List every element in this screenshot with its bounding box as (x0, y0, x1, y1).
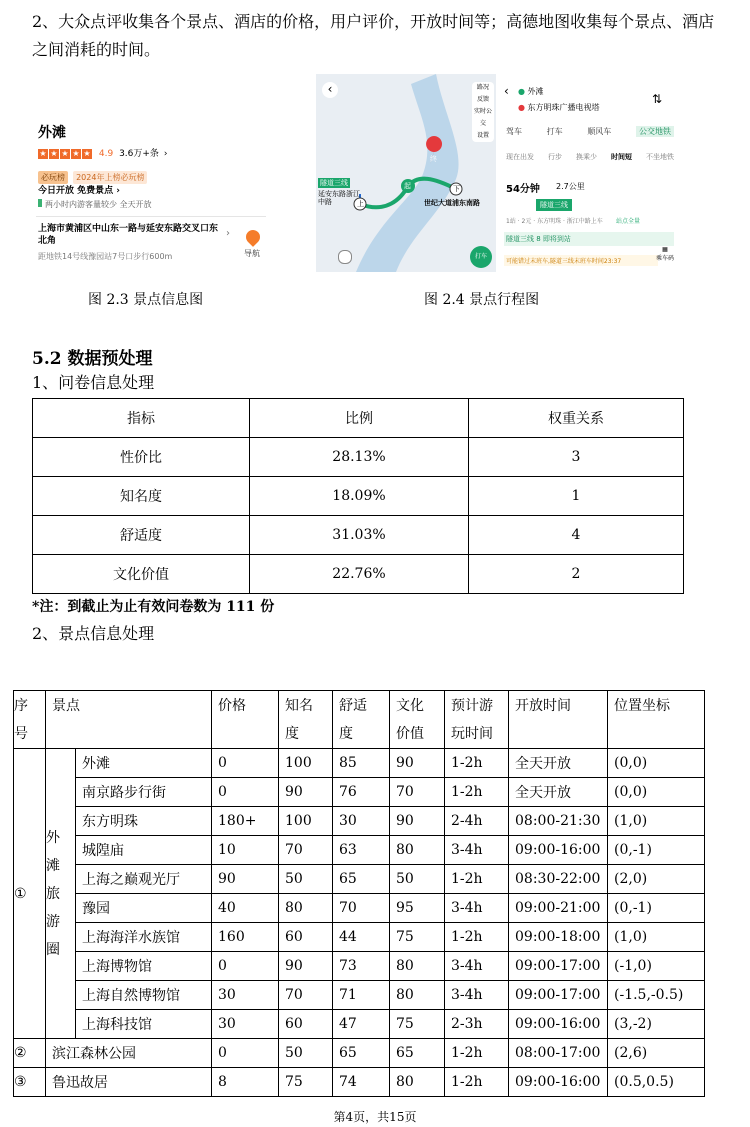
location-icon[interactable] (338, 250, 352, 264)
table-row (14, 749, 705, 778)
table-cell: 76 (333, 778, 390, 807)
table-cell: 09:00-16:00 (509, 1010, 608, 1039)
table-cell: 东方明珠 (76, 807, 212, 836)
survey-table (32, 398, 684, 594)
table-cell: 100 (279, 749, 333, 778)
table-cell: 全天开放 (509, 778, 608, 807)
station-label: 延安东路浙江中路 (318, 190, 360, 206)
table-cell: 09:00-18:00 (509, 923, 608, 952)
table-cell: 0 (212, 778, 279, 807)
filter-shortest[interactable]: 时间短 (611, 153, 632, 161)
table-cell: 80 (279, 894, 333, 923)
table-cell: 90 (279, 778, 333, 807)
star-icon: ★ (83, 149, 91, 158)
table-cell: 160 (212, 923, 279, 952)
table-cell: (-1.5,-0.5) (608, 981, 705, 1010)
table-cell: 73 (333, 952, 390, 981)
taxi-button[interactable]: 打车 (470, 246, 492, 268)
tab-drive[interactable]: 驾车 (506, 127, 522, 136)
table-cell: (-1,0) (608, 952, 705, 981)
table-cell: 鲁迅故居 (46, 1068, 212, 1097)
table-cell: 85 (333, 749, 390, 778)
table-cell: 知名度 (33, 477, 250, 516)
table-header-row (33, 399, 684, 438)
table-cell: 0 (212, 952, 279, 981)
table-row (14, 981, 705, 1010)
table-cell: 70 (333, 894, 390, 923)
header-seq: 序 号 (14, 691, 46, 749)
table-row (14, 1039, 705, 1068)
spot-name: 外滩 (38, 125, 66, 141)
page-footer: 第4页，共15页 (333, 1110, 417, 1124)
settings-button[interactable]: 设置 (476, 132, 489, 139)
table-cell: 2-3h (445, 1010, 509, 1039)
crowd-icon (38, 199, 42, 207)
table-cell: 0 (212, 749, 279, 778)
table-row (14, 807, 705, 836)
map-side-toolbar (472, 82, 494, 142)
rating-row (38, 146, 167, 159)
table-cell: 2 (469, 555, 684, 594)
route-line-badge: 隧道三线 (536, 199, 572, 211)
table-cell: 18.09% (250, 477, 469, 516)
table-cell: 60 (279, 1010, 333, 1039)
star-icon: ★ (61, 149, 69, 158)
destination-field[interactable]: ● 东方明珠广播电视塔 (518, 103, 600, 112)
table-cell: 4 (469, 516, 684, 555)
table-cell: 0 (212, 1039, 279, 1068)
feedback-button[interactable]: 反馈 (476, 96, 489, 103)
board-label: 上 (357, 200, 364, 208)
table-cell: 75 (390, 1010, 445, 1039)
table-cell: 性价比 (33, 438, 250, 477)
table-row (14, 865, 705, 894)
realtime-bus-button[interactable]: 实时公交 (473, 108, 492, 127)
table-row (33, 555, 684, 594)
group-name: 外 滩 旅 游 圈 (46, 749, 76, 1039)
header-culture: 文化 价值 (390, 691, 445, 749)
mode-tabs (506, 126, 674, 137)
header-indicator: 指标 (33, 399, 250, 438)
walk-distance: 2.7公里 (556, 182, 585, 191)
figure-2-4-caption: 图 2.4 景点行程图 (424, 292, 540, 308)
route-detail: 1站 · 2元 · 东方明珠 · 浙江中路上车 (506, 218, 603, 225)
table-cell: (0,0) (608, 749, 705, 778)
nav-label[interactable]: 导航 (244, 249, 260, 258)
table-cell: 上海科技馆 (76, 1010, 212, 1039)
river-shape (356, 74, 459, 272)
header-position: 位置坐标 (608, 691, 705, 749)
table-cell: 09:00-21:00 (509, 894, 608, 923)
table-row (14, 836, 705, 865)
star-icon: ★ (50, 149, 58, 158)
table-cell: 外滩 (76, 749, 212, 778)
map-canvas (316, 74, 496, 272)
table-row (33, 477, 684, 516)
table-cell: 舒适度 (33, 516, 250, 555)
table-cell: 50 (279, 1039, 333, 1068)
table-cell: 70 (390, 778, 445, 807)
table-cell: 豫园 (76, 894, 212, 923)
table-cell: 3-4h (445, 836, 509, 865)
table-cell: 30 (212, 981, 279, 1010)
filter-walk[interactable]: 行步 (548, 153, 562, 161)
start-label: 起 (404, 182, 411, 190)
header-ratio: 比例 (250, 399, 469, 438)
last-bus-warning: 可能错过末班车,隧道三线末班车时间23:37 (504, 255, 658, 266)
table-row (33, 516, 684, 555)
table-cell: 28.13% (250, 438, 469, 477)
table-cell: (0,-1) (608, 836, 705, 865)
table-cell: ② (14, 1039, 46, 1068)
table-cell: 1-2h (445, 749, 509, 778)
table-cell: 1-2h (445, 1039, 509, 1068)
table-cell: (0.5,0.5) (608, 1068, 705, 1097)
table-cell: 3 (469, 438, 684, 477)
table-cell: 滨江森林公园 (46, 1039, 212, 1068)
address: 上海市黄浦区中山东一路与延安东路交叉口东北角 (38, 224, 219, 246)
table-cell: 08:30-22:00 (509, 865, 608, 894)
table-cell: 3-4h (445, 894, 509, 923)
star-icon: ★ (39, 149, 47, 158)
table-cell: 09:00-17:00 (509, 981, 608, 1010)
table-cell: 95 (390, 894, 445, 923)
table-cell: 70 (279, 836, 333, 865)
figure-2-4-route-panel (500, 74, 678, 272)
table-cell: 65 (390, 1039, 445, 1068)
table-cell: 50 (390, 865, 445, 894)
chevron-right-icon: › (163, 149, 168, 159)
table-cell: 74 (333, 1068, 390, 1097)
table-cell: 31.03% (250, 516, 469, 555)
crowd-info: 两小时内游客量较少 全天开放 (38, 199, 152, 210)
table-header-row (14, 691, 705, 749)
table-cell: 40 (212, 894, 279, 923)
tab-carpool[interactable]: 顺风车 (587, 127, 612, 136)
table-cell: 08:00-17:00 (509, 1039, 608, 1068)
tab-transit[interactable]: 公交地铁 (636, 126, 674, 137)
route-status: 站点全量 (616, 218, 641, 225)
end-label: 终 (430, 155, 437, 163)
table-cell: 63 (333, 836, 390, 865)
table-cell: 1-2h (445, 1068, 509, 1097)
filter-depart[interactable]: 现在出发 (506, 153, 534, 161)
intro-paragraph: 2、大众点评收集各个景点、酒店的价格，用户评价，开放时间等；高德地图收集每个景点、酒店之间消耗的时间。 (32, 12, 715, 59)
table-cell: 90 (279, 952, 333, 981)
table-cell: 90 (390, 807, 445, 836)
table-row (14, 894, 705, 923)
table-cell: 65 (333, 865, 390, 894)
star-icon: ★ (72, 149, 80, 158)
figure-2-3-image (30, 120, 270, 270)
table-row (14, 1068, 705, 1097)
review-count: 3.6万+条 (119, 149, 159, 159)
subsection-survey: 1、问卷信息处理 (32, 373, 155, 392)
table-cell: (1,0) (608, 807, 705, 836)
header-spot: 景点 (46, 691, 212, 749)
table-row (14, 923, 705, 952)
table-cell: (2,6) (608, 1039, 705, 1068)
distance: 距地铁14号线豫园站7号口步行600m (38, 252, 173, 261)
ride-code-button[interactable]: ▦ 乘车码 (656, 246, 675, 262)
filter-no-metro[interactable]: 不坐地铁 (646, 153, 674, 161)
table-cell: 1 (469, 477, 684, 516)
table-row (14, 952, 705, 981)
badge-text: 2024年上榜必玩榜 (73, 171, 147, 184)
header-duration: 预计游 玩时间 (445, 691, 509, 749)
table-cell: 上海海洋水族馆 (76, 923, 212, 952)
group-seq: ① (14, 749, 46, 1039)
spot-table (13, 690, 705, 1097)
table-cell: 22.76% (250, 555, 469, 594)
table-cell: 上海博物馆 (76, 952, 212, 981)
table-cell: 80 (390, 952, 445, 981)
table-cell: (1,0) (608, 923, 705, 952)
table-cell: 71 (333, 981, 390, 1010)
badge-logo: 必玩榜 (38, 171, 68, 184)
table-cell: 1-2h (445, 778, 509, 807)
table-row (33, 438, 684, 477)
table-cell: 上海自然博物馆 (76, 981, 212, 1010)
table-cell: 50 (279, 865, 333, 894)
table-cell: 90 (212, 865, 279, 894)
table-cell: 180+ (212, 807, 279, 836)
survey-note: *注：到截止为止有效问卷数为 111 份 (32, 599, 275, 615)
table-cell: 3-4h (445, 981, 509, 1010)
table-cell: 80 (390, 981, 445, 1010)
open-today: 今日开放 免费景点 › (38, 186, 120, 196)
station-label: 世纪大道浦东南路 (424, 199, 480, 207)
table-cell: 全天开放 (509, 749, 608, 778)
table-cell: 70 (279, 981, 333, 1010)
table-cell: 08:00-21:30 (509, 807, 608, 836)
subsection-spots: 2、景点信息处理 (32, 624, 155, 643)
table-cell: (0,-1) (608, 894, 705, 923)
rating-value: 4.9 (98, 149, 114, 159)
ranking-badge (38, 165, 147, 184)
figure-2-3-caption: 图 2.3 景点信息图 (88, 292, 204, 308)
arrival-info: 隧道三线 8 即将到站 (504, 232, 674, 246)
table-cell: 47 (333, 1010, 390, 1039)
header-comfort: 舒适 度 (333, 691, 390, 749)
swap-icon[interactable]: ⇅ (652, 92, 663, 106)
filter-bar (506, 152, 674, 162)
table-row (14, 1010, 705, 1039)
table-cell: ③ (14, 1068, 46, 1097)
table-cell: 09:00-16:00 (509, 836, 608, 865)
navigation-icon[interactable] (243, 227, 263, 247)
table-cell: 44 (333, 923, 390, 952)
table-cell: 1-2h (445, 923, 509, 952)
table-cell: 30 (212, 1010, 279, 1039)
table-cell: (2,0) (608, 865, 705, 894)
table-cell: (0,0) (608, 778, 705, 807)
table-cell: 65 (333, 1039, 390, 1068)
table-cell: 75 (279, 1068, 333, 1097)
figure-2-4-map (316, 74, 496, 272)
table-cell: 75 (390, 923, 445, 952)
table-cell: 3-4h (445, 952, 509, 981)
header-price: 价格 (212, 691, 279, 749)
table-cell: 60 (279, 923, 333, 952)
table-cell: 2-4h (445, 807, 509, 836)
back-icon[interactable]: ‹ (322, 82, 338, 98)
table-cell: (3,-2) (608, 1010, 705, 1039)
table-cell: 8 (212, 1068, 279, 1097)
table-cell: 10 (212, 836, 279, 865)
table-cell: 1-2h (445, 865, 509, 894)
table-cell: 09:00-16:00 (509, 1068, 608, 1097)
table-cell: 上海之巅观光厅 (76, 865, 212, 894)
route-duration: 54分钟 (506, 184, 540, 195)
tab-taxi[interactable]: 打车 (546, 127, 563, 136)
table-cell: 09:00-17:00 (509, 952, 608, 981)
table-cell: 90 (390, 749, 445, 778)
table-cell: 文化价值 (33, 555, 250, 594)
chevron-right-icon: › (226, 228, 230, 239)
getoff-label: 下 (453, 185, 460, 193)
line-label: 隧道三线 (320, 179, 348, 187)
table-cell: 80 (390, 836, 445, 865)
filter-fewer-transfers[interactable]: 换乘少 (576, 153, 597, 161)
origin-field[interactable]: ● 外滩 (518, 87, 544, 96)
section-title: 5.2 数据预处理 (32, 349, 153, 369)
traffic-button[interactable]: 路况 (476, 84, 489, 91)
table-cell: 城隍庙 (76, 836, 212, 865)
back-icon[interactable]: ‹ (504, 84, 509, 98)
header-weight: 权重关系 (469, 399, 684, 438)
table-cell: 30 (333, 807, 390, 836)
table-cell: 100 (279, 807, 333, 836)
table-cell: 南京路步行街 (76, 778, 212, 807)
header-fame: 知名 度 (279, 691, 333, 749)
table-row (14, 778, 705, 807)
table-cell: 80 (390, 1068, 445, 1097)
divider (36, 216, 266, 217)
header-open: 开放时间 (509, 691, 608, 749)
